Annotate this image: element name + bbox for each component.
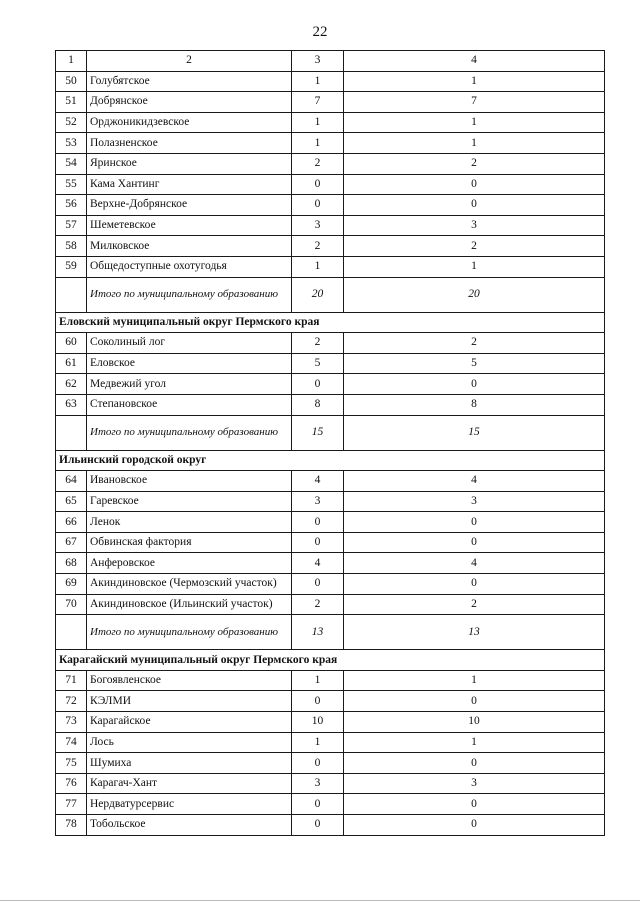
col4-value: 0 <box>344 574 605 595</box>
ground-name: Добрянское <box>87 92 292 113</box>
col4-value: 2 <box>344 236 605 257</box>
col4-value: 5 <box>344 353 605 374</box>
row-number: 73 <box>56 712 87 733</box>
table-row <box>56 815 605 836</box>
ground-name: Верхне-Добрянское <box>87 195 292 216</box>
col4-value: 7 <box>344 92 605 113</box>
ground-name: Обвинская фактория <box>87 532 292 553</box>
table-row <box>56 236 605 257</box>
header-row <box>56 51 605 72</box>
section-title: Карагайский муниципальный округ Пермского края <box>56 650 605 671</box>
col3-value: 0 <box>292 374 344 395</box>
table-row <box>56 92 605 113</box>
col4-value: 0 <box>344 374 605 395</box>
col4-value: 2 <box>344 153 605 174</box>
row-number: 51 <box>56 92 87 113</box>
col3-value: 15 <box>292 415 344 450</box>
col3-value: 13 <box>292 615 344 650</box>
ground-name: Анферовское <box>87 553 292 574</box>
col3-value: 0 <box>292 574 344 595</box>
ground-name: Итого по муниципальному образованию <box>87 277 292 312</box>
ground-name: Ленок <box>87 512 292 533</box>
row-number <box>56 415 87 450</box>
row-number: 77 <box>56 794 87 815</box>
ground-name: Соколиный лог <box>87 333 292 354</box>
col4-value: 0 <box>344 512 605 533</box>
table-row <box>56 691 605 712</box>
col4-value: 1 <box>344 256 605 277</box>
col3-value: 2 <box>292 236 344 257</box>
col4-value: 3 <box>344 491 605 512</box>
ground-name: Шумиха <box>87 753 292 774</box>
col4-value: 20 <box>344 277 605 312</box>
col3-value: 2 <box>292 594 344 615</box>
col3-value: 1 <box>292 732 344 753</box>
section-row <box>56 312 605 333</box>
ground-name: Лось <box>87 732 292 753</box>
ground-name: Акиндиновское (Ильинский участок) <box>87 594 292 615</box>
col4-value: 4 <box>344 471 605 492</box>
row-number: 66 <box>56 512 87 533</box>
header-col-4: 4 <box>344 51 605 72</box>
ground-name: Итого по муниципальному образованию <box>87 615 292 650</box>
row-number: 59 <box>56 256 87 277</box>
section-row <box>56 450 605 471</box>
col3-value: 3 <box>292 773 344 794</box>
table-row <box>56 394 605 415</box>
col3-value: 0 <box>292 512 344 533</box>
total-row <box>56 277 605 312</box>
table-row <box>56 256 605 277</box>
col3-value: 2 <box>292 333 344 354</box>
row-number: 62 <box>56 374 87 395</box>
table-row <box>56 491 605 512</box>
header-col-3: 3 <box>292 51 344 72</box>
col4-value: 15 <box>344 415 605 450</box>
table-row <box>56 353 605 374</box>
col3-value: 0 <box>292 532 344 553</box>
table-row <box>56 553 605 574</box>
col4-value: 3 <box>344 215 605 236</box>
col3-value: 4 <box>292 471 344 492</box>
col4-value: 0 <box>344 174 605 195</box>
col3-value: 7 <box>292 92 344 113</box>
table-row <box>56 71 605 92</box>
col3-value: 4 <box>292 553 344 574</box>
row-number: 75 <box>56 753 87 774</box>
row-number: 52 <box>56 112 87 133</box>
ground-name: Карагайское <box>87 712 292 733</box>
ground-name: Ивановское <box>87 471 292 492</box>
col3-value: 0 <box>292 195 344 216</box>
col4-value: 0 <box>344 815 605 836</box>
ground-name: Кама Хантинг <box>87 174 292 195</box>
row-number: 74 <box>56 732 87 753</box>
ground-name: Яринское <box>87 153 292 174</box>
ground-name: Карагач-Хант <box>87 773 292 794</box>
col3-value: 10 <box>292 712 344 733</box>
col4-value: 1 <box>344 112 605 133</box>
row-number: 70 <box>56 594 87 615</box>
table-row <box>56 670 605 691</box>
ground-name: Полазненское <box>87 133 292 154</box>
col4-value: 1 <box>344 71 605 92</box>
col4-value: 13 <box>344 615 605 650</box>
col4-value: 0 <box>344 794 605 815</box>
col4-value: 0 <box>344 753 605 774</box>
table-row <box>56 574 605 595</box>
table-row <box>56 732 605 753</box>
hunting-grounds-table <box>55 50 605 836</box>
col4-value: 1 <box>344 670 605 691</box>
row-number <box>56 277 87 312</box>
ground-name: Еловское <box>87 353 292 374</box>
col3-value: 0 <box>292 815 344 836</box>
col4-value: 10 <box>344 712 605 733</box>
table-row <box>56 512 605 533</box>
col3-value: 1 <box>292 71 344 92</box>
page-edge-line <box>0 900 640 901</box>
col3-value: 1 <box>292 133 344 154</box>
header-col-2: 2 <box>87 51 292 72</box>
ground-name: Нердватурсервис <box>87 794 292 815</box>
table-row <box>56 712 605 733</box>
row-number: 68 <box>56 553 87 574</box>
ground-name: Богоявленское <box>87 670 292 691</box>
row-number: 64 <box>56 471 87 492</box>
section-title: Еловский муниципальный округ Пермского края <box>56 312 605 333</box>
ground-name: Тобольское <box>87 815 292 836</box>
table-row <box>56 794 605 815</box>
row-number: 65 <box>56 491 87 512</box>
ground-name: Акиндиновское (Чермозский участок) <box>87 574 292 595</box>
col4-value: 8 <box>344 394 605 415</box>
col3-value: 0 <box>292 174 344 195</box>
total-row <box>56 615 605 650</box>
table-row <box>56 532 605 553</box>
col3-value: 3 <box>292 215 344 236</box>
row-number: 63 <box>56 394 87 415</box>
table-row <box>56 594 605 615</box>
table-row <box>56 471 605 492</box>
total-row <box>56 415 605 450</box>
ground-name: Орджоникидзевское <box>87 112 292 133</box>
col4-value: 2 <box>344 594 605 615</box>
col4-value: 4 <box>344 553 605 574</box>
table-row <box>56 153 605 174</box>
col3-value: 0 <box>292 753 344 774</box>
section-title: Ильинский городской округ <box>56 450 605 471</box>
row-number: 60 <box>56 333 87 354</box>
col4-value: 2 <box>344 333 605 354</box>
ground-name: Милковское <box>87 236 292 257</box>
col4-value: 0 <box>344 691 605 712</box>
col4-value: 1 <box>344 732 605 753</box>
table-row <box>56 112 605 133</box>
col3-value: 8 <box>292 394 344 415</box>
row-number: 61 <box>56 353 87 374</box>
col3-value: 3 <box>292 491 344 512</box>
col3-value: 0 <box>292 691 344 712</box>
col3-value: 1 <box>292 256 344 277</box>
row-number: 67 <box>56 532 87 553</box>
header-col-1: 1 <box>56 51 87 72</box>
row-number: 57 <box>56 215 87 236</box>
row-number <box>56 615 87 650</box>
ground-name: КЭЛМИ <box>87 691 292 712</box>
ground-name: Общедоступные охотугодья <box>87 256 292 277</box>
col4-value: 0 <box>344 532 605 553</box>
row-number: 78 <box>56 815 87 836</box>
col3-value: 1 <box>292 670 344 691</box>
table-row <box>56 773 605 794</box>
table-row <box>56 374 605 395</box>
row-number: 58 <box>56 236 87 257</box>
col3-value: 1 <box>292 112 344 133</box>
row-number: 53 <box>56 133 87 154</box>
col3-value: 2 <box>292 153 344 174</box>
table-row <box>56 133 605 154</box>
row-number: 50 <box>56 71 87 92</box>
table-row <box>56 333 605 354</box>
row-number: 76 <box>56 773 87 794</box>
ground-name: Гаревское <box>87 491 292 512</box>
table-body <box>56 51 605 836</box>
table-row <box>56 215 605 236</box>
col3-value: 0 <box>292 794 344 815</box>
ground-name: Медвежий угол <box>87 374 292 395</box>
ground-name: Итого по муниципальному образованию <box>87 415 292 450</box>
ground-name: Шеметевское <box>87 215 292 236</box>
row-number: 69 <box>56 574 87 595</box>
col4-value: 3 <box>344 773 605 794</box>
col3-value: 5 <box>292 353 344 374</box>
section-row <box>56 650 605 671</box>
table-row <box>56 195 605 216</box>
row-number: 56 <box>56 195 87 216</box>
row-number: 54 <box>56 153 87 174</box>
row-number: 55 <box>56 174 87 195</box>
col3-value: 20 <box>292 277 344 312</box>
row-number: 72 <box>56 691 87 712</box>
col4-value: 1 <box>344 133 605 154</box>
page-number: 22 <box>312 24 328 40</box>
table-row <box>56 753 605 774</box>
table-row <box>56 174 605 195</box>
row-number: 71 <box>56 670 87 691</box>
ground-name: Степановское <box>87 394 292 415</box>
col4-value: 0 <box>344 195 605 216</box>
ground-name: Голубятское <box>87 71 292 92</box>
